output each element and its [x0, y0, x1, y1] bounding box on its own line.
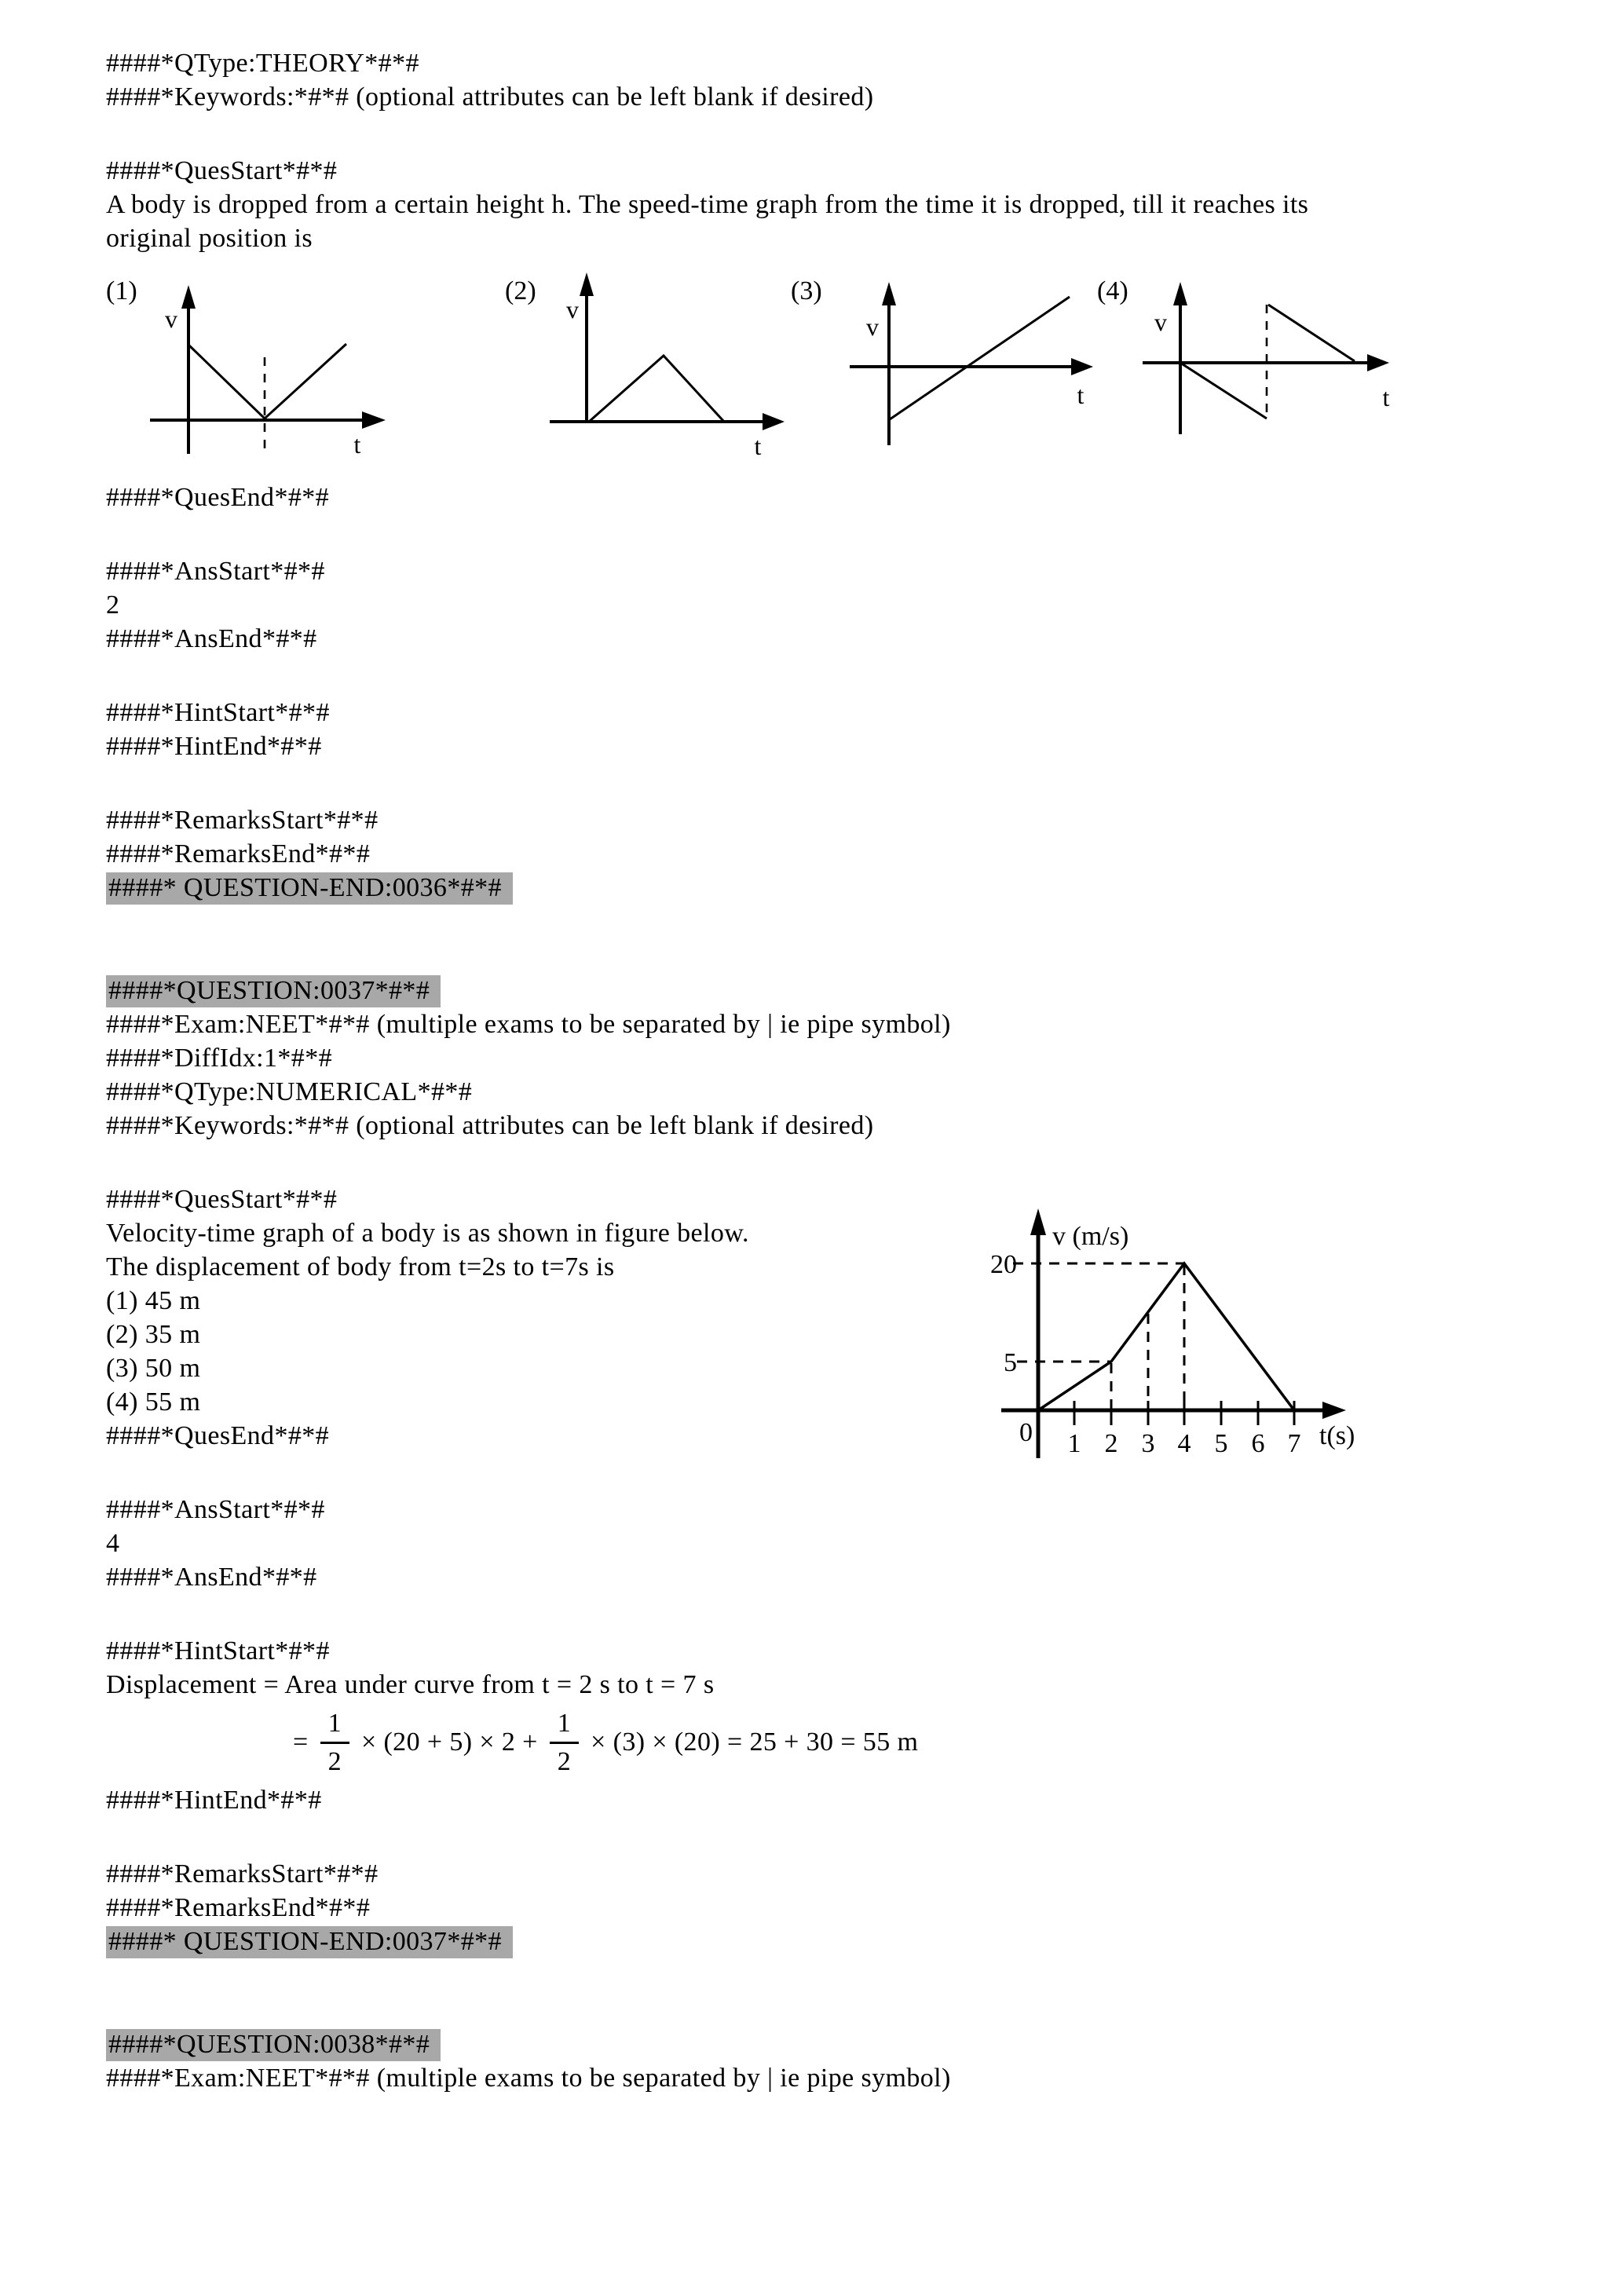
formula-segment-1: × (20 + 5) × 2 +	[360, 1727, 538, 1757]
hint-formula	[293, 1702, 1520, 1783]
option-2: (2) 35 m	[106, 1320, 201, 1349]
fraction-one-half: $\frac{1}{2}$	[550, 1709, 579, 1777]
blank-line	[106, 1594, 1520, 1634]
marker-hintstart-0037: ####*HintStart*#*#	[106, 1636, 330, 1665]
option2-label: (2)	[505, 276, 536, 305]
v-axis-label: v	[866, 313, 879, 341]
marker-quesstart-0037: ####*QuesStart*#*#	[106, 1185, 338, 1214]
marker-exam-0037: ####*Exam:NEET*#*# (multiple exams to be separated by | ie pipe symbol)	[106, 1010, 951, 1039]
option4-graph	[1136, 280, 1403, 441]
question-text-line2: The displacement of body from t=2s to t=7s is	[106, 1252, 615, 1281]
highlighted-question-header-0037: ####*QUESTION:0037*#*#	[106, 975, 441, 1007]
blank-line	[106, 656, 1520, 696]
blank-lines	[106, 1958, 1520, 2027]
question-text-line1: A body is dropped from a certain height h. The speed-time graph from the time it is dropped, till it reaches its	[106, 190, 1309, 219]
highlighted-question-end-0037: ####* QUESTION-END:0037*#*#	[106, 1926, 513, 1958]
v-axis-arrow	[181, 285, 196, 309]
option1-graph	[144, 285, 387, 467]
t-axis-arrow	[362, 411, 386, 429]
xtick-1: 1	[1067, 1429, 1081, 1458]
marker-remarksend-0036: ####*RemarksEnd*#*#	[106, 839, 371, 868]
v-axis-arrow	[1173, 282, 1187, 305]
option3-label: (3)	[791, 276, 822, 305]
marker-keywords-0037: ####*Keywords:*#*# (optional attributes can be left blank if desired)	[106, 1111, 874, 1140]
marker-exam-0038: ####*Exam:NEET*#*# (multiple exams to be separated by | ie pipe symbol)	[106, 2064, 951, 2093]
v-axis-arrow	[1030, 1208, 1046, 1235]
marker-ansend-0036: ####*AnsEnd*#*#	[106, 624, 317, 653]
answer-value-0037: 4	[106, 1529, 120, 1558]
marker-hintend-0037: ####*HintEnd*#*#	[106, 1786, 322, 1815]
blank-line	[106, 514, 1520, 554]
xtick-3: 3	[1141, 1429, 1155, 1458]
q37-question-block	[106, 1183, 1520, 1458]
xtick-5: 5	[1214, 1429, 1228, 1458]
velocity-time-graph	[974, 1208, 1366, 1472]
option4-label: (4)	[1097, 276, 1128, 305]
v-axis-label: v	[566, 295, 579, 324]
answer-value-0036: 2	[106, 590, 120, 620]
question-text-line2: original position is	[106, 224, 313, 253]
highlighted-question-header-0038: ####*QUESTION:0038*#*#	[106, 2029, 441, 2061]
marker-ansstart-0037: ####*AnsStart*#*#	[106, 1495, 325, 1524]
t-axis-arrow	[763, 413, 785, 430]
option2-graph	[544, 272, 788, 458]
v-axis-arrow	[882, 282, 896, 305]
blank-line	[106, 114, 1520, 154]
hint-text-line: Displacement = Area under curve from t = 2 s to t = 7 s	[106, 1670, 715, 1699]
xtick-2: 2	[1104, 1429, 1118, 1458]
marker-qtype-0036: ####*QType:THEORY*#*#	[106, 49, 419, 78]
option-1: (1) 45 m	[106, 1286, 201, 1315]
option-3: (3) 50 m	[106, 1354, 201, 1383]
t-axis-arrow	[1071, 358, 1093, 375]
blank-line	[106, 763, 1520, 803]
formula-equals: =	[293, 1727, 309, 1757]
y-axis-title: v (m/s)	[1052, 1222, 1129, 1251]
v-axis-label: v	[1154, 308, 1167, 336]
blank-line	[106, 1143, 1520, 1183]
v-axis-label: v	[165, 305, 177, 333]
q36-option-graphs-row	[106, 255, 1520, 481]
marker-remarksend-0037: ####*RemarksEnd*#*#	[106, 1893, 371, 1922]
marker-remarksstart-0036: ####*RemarksStart*#*#	[106, 806, 379, 835]
origin-label: 0	[1019, 1418, 1033, 1447]
xtick-4: 4	[1177, 1429, 1191, 1458]
marker-quesstart-0036: ####*QuesStart*#*#	[106, 156, 338, 185]
question-text-line1: Velocity-time graph of a body is as shown in figure below.	[106, 1219, 749, 1248]
t-axis-label: t	[754, 432, 762, 460]
option1-label: (1)	[106, 276, 137, 305]
t-axis-arrow	[1367, 354, 1389, 371]
marker-hintstart-0036: ####*HintStart*#*#	[106, 698, 330, 727]
formula-segment-2: × (3) × (20) = 25 + 30 = 55 m	[591, 1727, 919, 1757]
marker-quesend-0036: ####*QuesEnd*#*#	[106, 483, 330, 512]
option-4: (4) 55 m	[106, 1387, 201, 1417]
fraction-one-half: $\frac{1}{2}$	[320, 1709, 349, 1777]
marker-hintend-0036: ####*HintEnd*#*#	[106, 732, 322, 761]
marker-questionend-0036	[106, 871, 1520, 905]
marker-questionend-0037	[106, 1925, 1520, 1958]
highlighted-question-end-0036: ####* QUESTION-END:0036*#*#	[106, 872, 513, 905]
v-axis-arrow	[580, 272, 594, 296]
ytick-5: 5	[1004, 1348, 1017, 1377]
marker-ansend-0037: ####*AnsEnd*#*#	[106, 1563, 317, 1592]
marker-quesend-0037: ####*QuesEnd*#*#	[106, 1421, 330, 1450]
blank-line	[106, 1817, 1520, 1857]
t-axis-label: t	[1382, 383, 1390, 411]
marker-keywords-0036: ####*Keywords:*#*# (optional attributes can be left blank if desired)	[106, 82, 874, 112]
t-axis-arrow	[1322, 1402, 1346, 1419]
xtick-6: 6	[1251, 1429, 1265, 1458]
marker-qtype-0037: ####*QType:NUMERICAL*#*#	[106, 1077, 473, 1106]
marker-question-0037	[106, 974, 1520, 1007]
marker-remarksstart-0037: ####*RemarksStart*#*#	[106, 1859, 379, 1888]
marker-question-0038	[106, 2027, 1520, 2061]
xtick-7: 7	[1287, 1429, 1301, 1458]
t-axis-label: t	[353, 430, 361, 459]
ytick-20: 20	[990, 1250, 1017, 1279]
x-axis-title: t(s)	[1319, 1421, 1355, 1450]
option3-graph	[843, 280, 1102, 449]
blank-lines	[106, 905, 1520, 974]
t-axis-label: t	[1077, 381, 1084, 409]
marker-diffidx-0037: ####*DiffIdx:1*#*#	[106, 1044, 332, 1073]
document-content	[106, 46, 1520, 2095]
marker-ansstart-0036: ####*AnsStart*#*#	[106, 557, 325, 586]
